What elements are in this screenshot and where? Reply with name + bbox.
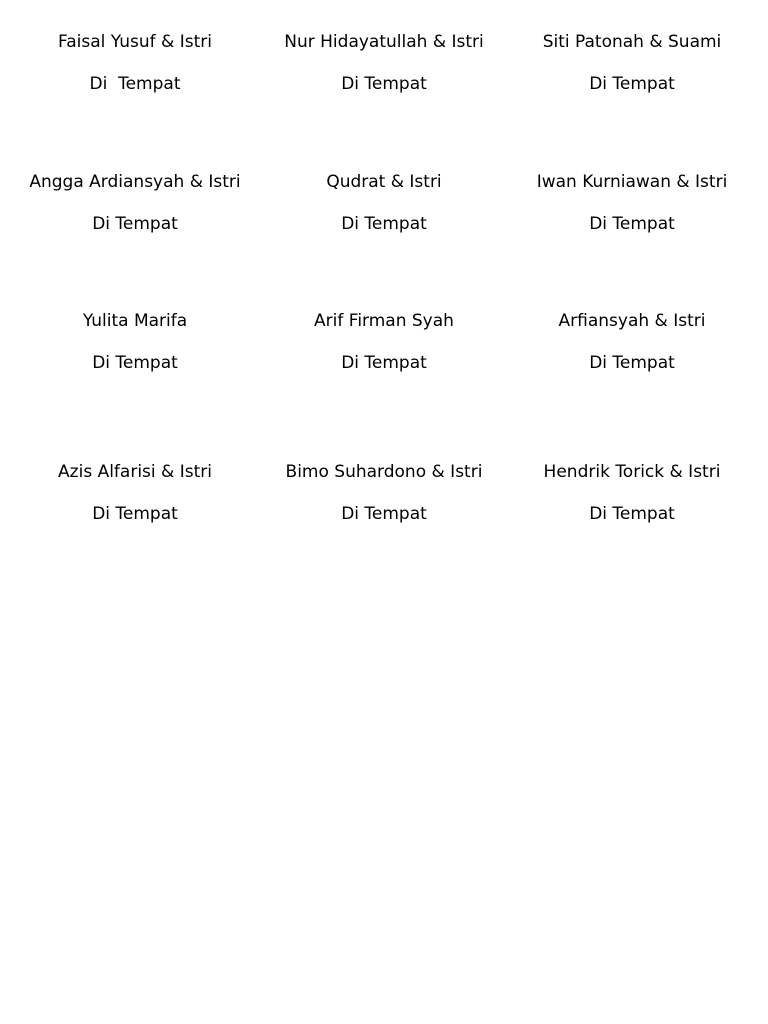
label-place: Di Tempat	[92, 504, 178, 524]
label-name: Bimo Suhardono & Istri	[285, 462, 483, 482]
label-place: Di Tempat	[341, 504, 427, 524]
label-place: Di Tempat	[589, 214, 675, 234]
label-place: Di Tempat	[92, 214, 178, 234]
label-place: Di Tempat	[341, 214, 427, 234]
label-place: Di Tempat	[341, 353, 427, 373]
label-name: Qudrat & Istri	[326, 172, 442, 192]
label-name: Siti Patonah & Suami	[542, 32, 722, 52]
label-place: Di Tempat	[341, 74, 427, 94]
label-name: Arif Firman Syah	[314, 311, 454, 331]
label-name: Hendrik Torick & Istri	[543, 462, 721, 482]
label-name: Faisal Yusuf & Istri	[58, 32, 212, 52]
label-name: Arfiansyah & Istri	[558, 311, 706, 331]
label-name: Iwan Kurniawan & Istri	[536, 172, 728, 192]
label-place: Di Tempat	[89, 74, 181, 94]
label-place: Di Tempat	[589, 504, 675, 524]
label-place: Di Tempat	[589, 74, 675, 94]
label-name: Azis Alfarisi & Istri	[58, 462, 212, 482]
label-place: Di Tempat	[92, 353, 178, 373]
label-name: Angga Ardiansyah & Istri	[29, 172, 241, 192]
label-place: Di Tempat	[589, 353, 675, 373]
label-name: Yulita Marifa	[82, 311, 188, 331]
label-name: Nur Hidayatullah & Istri	[284, 32, 484, 52]
